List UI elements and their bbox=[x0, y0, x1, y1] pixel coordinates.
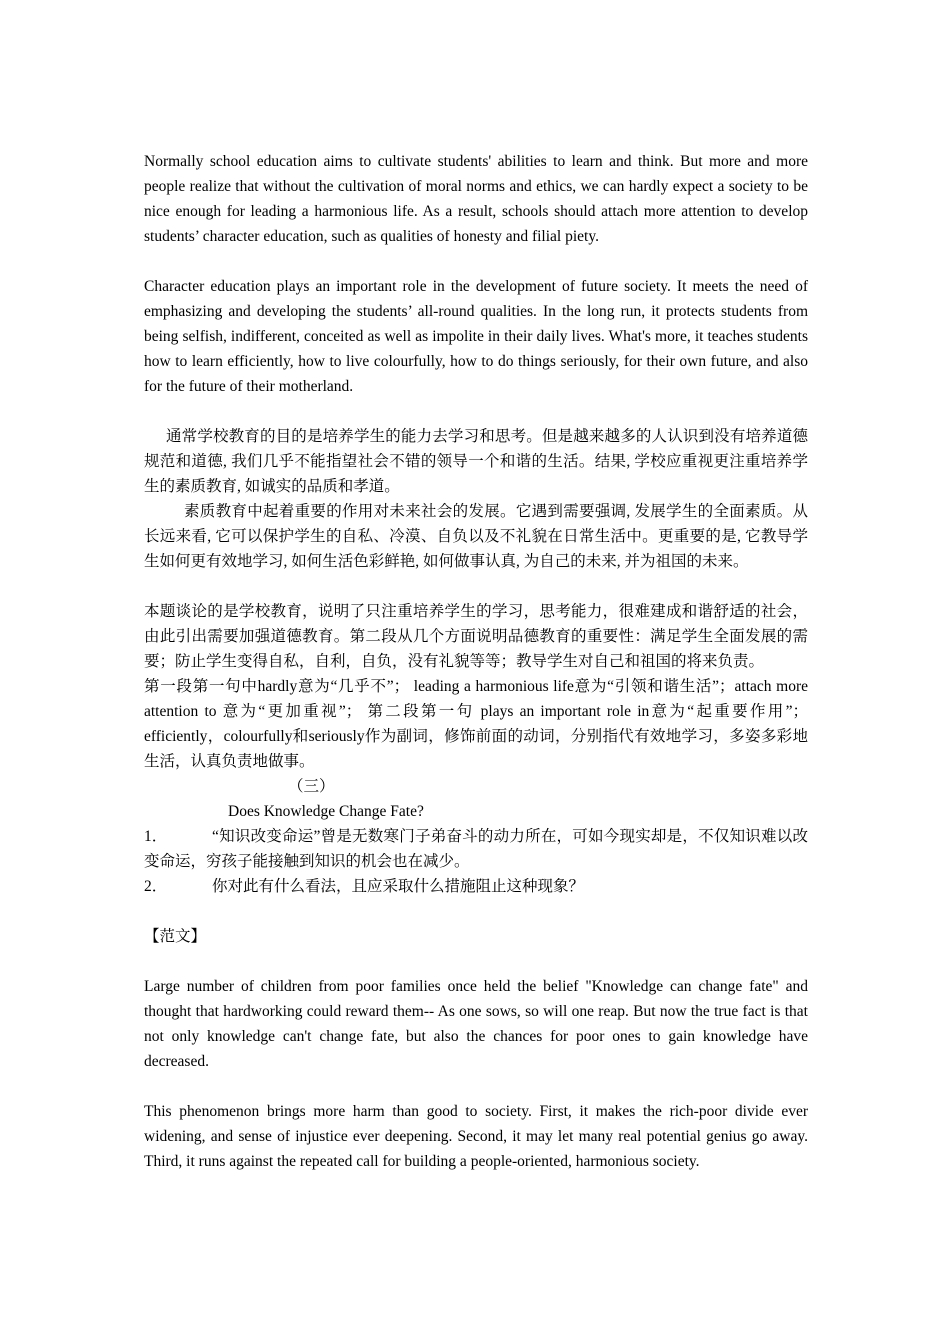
sample-essay-paragraph-1: Large number of children from poor families once held the belief "Knowledge can change fate" and thought that hardworking could reward them-- As one sows, so will one reap. But now the true fact is that not only knowledge can't change fate, but also the chances for poor ones to gain knowledge have decreased. bbox=[144, 978, 808, 1070]
spacer bbox=[144, 249, 808, 274]
chinese-translation-paragraph-2: 素质教育中起着重要的作用对未来社会的发展。它遇到需要强调, 发展学生的全面素质。从长远来看, 它可以保护学生的自私、冷漠、自负以及不礼貌在日常生活中。更重要的是, 它教导学生如何更有效地学习, 如何生活色彩鲜艳, 如何做事认真, 为自己的未来, 并为祖国的未来。 bbox=[144, 503, 808, 570]
prompt-item-number: 2． bbox=[144, 878, 168, 895]
english-paragraph-2: Character education plays an important role in the development of future society. It meets the need of emphasizing and developing the students’ all-round qualities. In the long run, it protects students from being selfish, indifferent, conceited as well as impolite in their daily lives. What's more, it teaches students how to learn efficiently, how to live colourfully, how to do things seriously, for their own future, and also for the future of their motherland. bbox=[144, 278, 808, 395]
spacer bbox=[144, 899, 808, 924]
analysis-paragraph-1: 本题谈论的是学校教育，说明了只注重培养学生的学习，思考能力，很难建成和谐舒适的社会，由此引出需要加强道德教育。第二段从几个方面说明品德教育的重要性：满足学生全面发展的需要；防止学生变得自私，自利，自负，没有礼貌等等；教导学生对自己和祖国的将来负责。 bbox=[144, 603, 808, 670]
prompt-item-2 bbox=[144, 874, 808, 899]
sample-essay-label: 【范文】 bbox=[144, 928, 207, 945]
analysis-paragraph-2: 第一段第一句中hardly意为“几乎不”； leading a harmonious life意为“引领和谐生活”；attach more attention to 意为“更加重视”； 第二段第一句 plays an important role in意为“起重要作用”；efficiently，colourfully和seriously作为副词，修饰前面的动词，分别指代有效地学习，多姿多彩地生活，认真负责地做事。 bbox=[144, 678, 808, 770]
essay-title: Does Knowledge Change Fate? bbox=[228, 803, 424, 820]
sample-essay-paragraph-2: This phenomenon brings more harm than good to society. First, it makes the rich-poor divide ever widening, and sense of injustice ever deepening. Second, it may let many real potential genius go away. Third, it runs against the repeated call for building a people-oriented, harmonious society. bbox=[144, 1103, 808, 1170]
spacer bbox=[144, 399, 808, 424]
section-label: （三） bbox=[288, 778, 335, 795]
document-body bbox=[144, 149, 808, 1174]
english-paragraph-1: Normally school education aims to cultivate students' abilities to learn and think. But more and more people realize that without the cultivation of moral norms and ethics, we can hardly expect a society to be nice enough for leading a harmonious life. As a result, schools should attach more attention to develop students’ character education, such as qualities of honesty and filial piety. bbox=[144, 153, 808, 245]
prompt-item-number: 1． bbox=[144, 828, 168, 845]
spacer bbox=[144, 574, 808, 599]
chinese-translation-paragraph-1: 通常学校教育的目的是培养学生的能力去学习和思考。但是越来越多的人认识到没有培养道德规范和道德, 我们几乎不能指望社会不错的领导一个和谐的生活。结果, 学校应重视更注重培养学生的素质教育, 如诚实的品质和孝道。 bbox=[144, 428, 808, 495]
spacer bbox=[144, 1074, 808, 1099]
prompt-list bbox=[144, 824, 808, 899]
prompt-item-1 bbox=[144, 824, 808, 874]
prompt-item-text: “知识改变命运”曾是无数寒门子弟奋斗的动力所在，可如今现实却是，不仅知识难以改变命运，穷孩子能接触到知识的机会也在减少。 bbox=[144, 828, 808, 870]
spacer bbox=[144, 949, 808, 974]
prompt-item-text: 你对此有什么看法，且应采取什么措施阻止这种现象？ bbox=[212, 878, 585, 895]
